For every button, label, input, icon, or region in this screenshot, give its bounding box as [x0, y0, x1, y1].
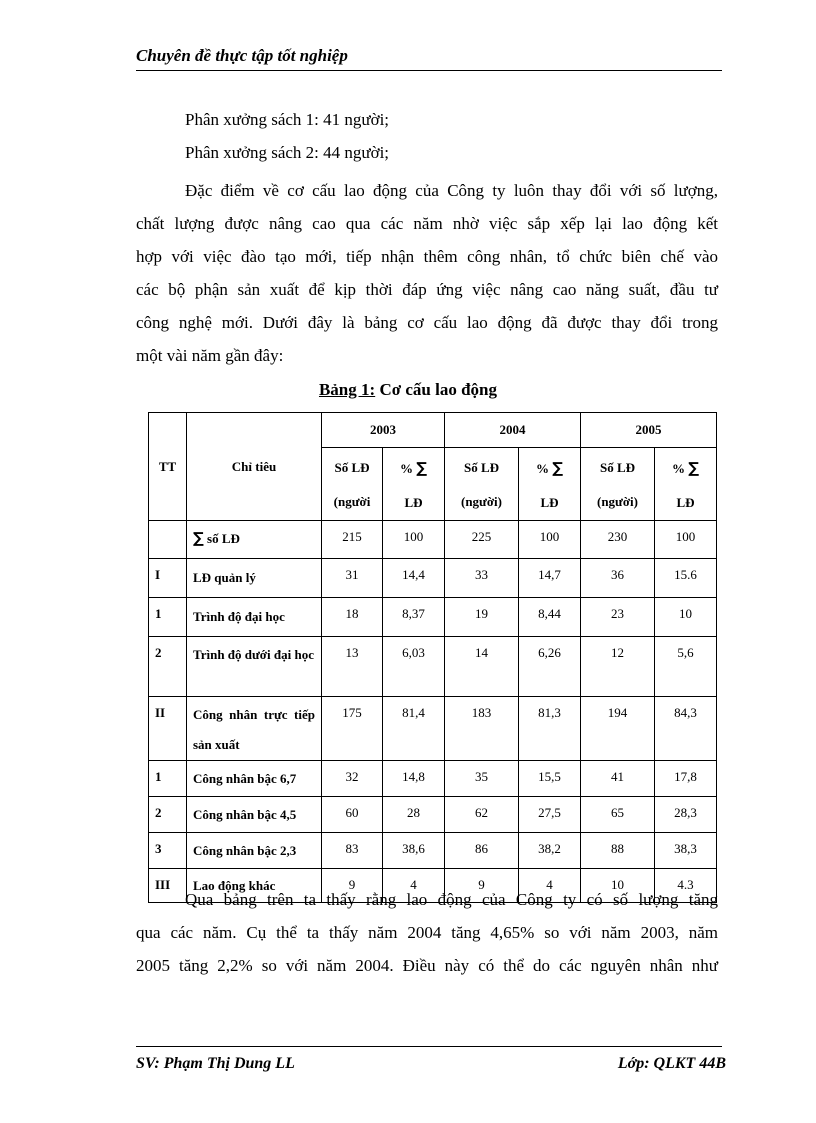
header-year: 2004 [445, 413, 581, 448]
value-cell: 5,6 [655, 637, 717, 697]
row-label [187, 521, 322, 559]
value-cell: 36 [581, 559, 655, 598]
value-cell: 88 [581, 833, 655, 869]
header-so-ld: Số LĐ (người) [445, 448, 519, 521]
value-cell: 183 [445, 697, 519, 761]
value-cell: 23 [581, 598, 655, 637]
value-cell: 27,5 [519, 797, 581, 833]
text-line: chất lượng được nâng cao qua các năm nhờ việc sắp xếp lại lao động kết [136, 214, 718, 233]
value-cell: 9 [445, 869, 519, 903]
row-tt: 1 [149, 598, 187, 637]
header-year: 2005 [581, 413, 717, 448]
sigma-icon: ∑ [193, 529, 204, 547]
value-cell: 100 [383, 521, 445, 559]
value-cell: 14,8 [383, 761, 445, 797]
text-line: Đặc điểm về cơ cấu lao động của Công ty luôn thay đổi với số lượng, [185, 181, 718, 200]
value-cell: 10 [655, 598, 717, 637]
value-cell: 81,4 [383, 697, 445, 761]
sigma-icon: ∑ [552, 459, 564, 477]
table-row [149, 761, 717, 797]
text-line: qua các năm. Cụ thể ta thấy năm 2004 tăng 4,65% so với năm 2003, năm [136, 923, 718, 942]
text-line: công nghệ mới. Dưới đây là bảng cơ cấu lao động đã được thay đổi trong [136, 313, 718, 332]
value-cell: 33 [445, 559, 519, 598]
total-label: số LĐ [207, 531, 240, 546]
header-title: Chuyên đề thực tập tốt nghiệp [136, 46, 348, 65]
row-label: Lao động khác [187, 869, 322, 903]
value-cell: 18 [322, 598, 383, 637]
table-row [149, 797, 717, 833]
row-label: Công nhân trực tiếp sản xuất [187, 697, 322, 761]
value-cell: 215 [322, 521, 383, 559]
caption-prefix: Bảng 1: [318, 380, 376, 399]
table-row [149, 637, 717, 697]
row-tt: 2 [149, 797, 187, 833]
value-cell: 230 [581, 521, 655, 559]
value-cell: 6,26 [519, 637, 581, 697]
header-chi-tieu: Chỉ tiêu [187, 413, 322, 521]
table-row [149, 697, 717, 761]
value-cell: 13 [322, 637, 383, 697]
value-cell: 14,4 [383, 559, 445, 598]
labor-structure-table [148, 412, 717, 903]
header-so-ld: Số LĐ (người) [581, 448, 655, 521]
row-label: Công nhân bậc 6,7 [187, 761, 322, 797]
value-cell: 194 [581, 697, 655, 761]
sigma-icon: ∑ [688, 459, 700, 477]
text-line: Qua bảng trên ta thấy rằng lao động của Công ty có số lượng tăng [185, 890, 718, 909]
row-tt: 3 [149, 833, 187, 869]
text-line: các bộ phận sản xuất để kịp thời đáp ứng việc nâng cao năng suất, đầu tư [136, 280, 718, 299]
table-row [149, 559, 717, 598]
header-pct: % ∑ LĐ [383, 448, 445, 521]
paragraph-workshop-1: Phân xưởng sách 1: 41 người; [185, 110, 390, 129]
header-pct: % ∑ LĐ [655, 448, 717, 521]
value-cell: 81,3 [519, 697, 581, 761]
text-line: 2005 tăng 2,2% so với năm 2004. Điều này có thể do các nguyên nhân như [136, 956, 718, 975]
value-cell: 32 [322, 761, 383, 797]
row-label: Trình độ dưới đại học [187, 637, 322, 697]
value-cell: 31 [322, 559, 383, 598]
table-caption [0, 380, 816, 400]
value-cell: 8,37 [383, 598, 445, 637]
row-tt: 2 [149, 637, 187, 697]
value-cell: 62 [445, 797, 519, 833]
value-cell: 28 [383, 797, 445, 833]
value-cell: 100 [519, 521, 581, 559]
header-tt: TT [149, 413, 187, 521]
value-cell: 14 [445, 637, 519, 697]
value-cell: 41 [581, 761, 655, 797]
footer-student: SV: Phạm Thị Dung LL [136, 1055, 295, 1072]
sigma-icon: ∑ [416, 459, 428, 477]
header-pct: % ∑ LĐ [519, 448, 581, 521]
paragraph-conclusion [136, 883, 718, 982]
table-body [149, 521, 717, 903]
value-cell: 9 [322, 869, 383, 903]
page-footer [136, 1046, 726, 1073]
row-tt: II [149, 697, 187, 761]
paragraph-intro [136, 174, 718, 372]
value-cell: 19 [445, 598, 519, 637]
value-cell: 84,3 [655, 697, 717, 761]
value-cell: 60 [322, 797, 383, 833]
value-cell: 35 [445, 761, 519, 797]
paragraph-workshop-2: Phân xưởng sách 2: 44 người; [185, 143, 390, 162]
row-label: LĐ quản lý [187, 559, 322, 598]
caption-text: Cơ cấu lao động [375, 380, 498, 399]
value-cell: 17,8 [655, 761, 717, 797]
row-tt: 1 [149, 761, 187, 797]
text-line: hợp với việc đào tạo mới, tiếp nhận thêm công nhân, tổ chức biên chế vào [136, 247, 718, 266]
value-cell: 4.3 [655, 869, 717, 903]
row-label: Công nhân bậc 4,5 [187, 797, 322, 833]
value-cell: 83 [322, 833, 383, 869]
value-cell: 12 [581, 637, 655, 697]
table-row [149, 598, 717, 637]
table-row [149, 833, 717, 869]
value-cell: 8,44 [519, 598, 581, 637]
value-cell: 86 [445, 833, 519, 869]
text-line: một vài năm gần đây: [136, 346, 284, 365]
value-cell: 6,03 [383, 637, 445, 697]
footer-class: Lớp: QLKT 44B [617, 1055, 726, 1072]
row-label: Trình độ đại học [187, 598, 322, 637]
row-label: Công nhân bậc 2,3 [187, 833, 322, 869]
value-cell: 4 [383, 869, 445, 903]
page-header [136, 46, 722, 71]
value-cell: 65 [581, 797, 655, 833]
header-so-ld: Số LĐ (người [322, 448, 383, 521]
value-cell: 10 [581, 869, 655, 903]
header-year: 2003 [322, 413, 445, 448]
value-cell: 100 [655, 521, 717, 559]
value-cell: 14,7 [519, 559, 581, 598]
value-cell: 175 [322, 697, 383, 761]
value-cell: 15.6 [655, 559, 717, 598]
row-tt: I [149, 559, 187, 598]
value-cell: 4 [519, 869, 581, 903]
table-row [149, 521, 717, 559]
value-cell: 38,6 [383, 833, 445, 869]
value-cell: 38,3 [655, 833, 717, 869]
value-cell: 225 [445, 521, 519, 559]
row-tt: III [149, 869, 187, 903]
row-tt [149, 521, 187, 559]
value-cell: 28,3 [655, 797, 717, 833]
value-cell: 15,5 [519, 761, 581, 797]
value-cell: 38,2 [519, 833, 581, 869]
